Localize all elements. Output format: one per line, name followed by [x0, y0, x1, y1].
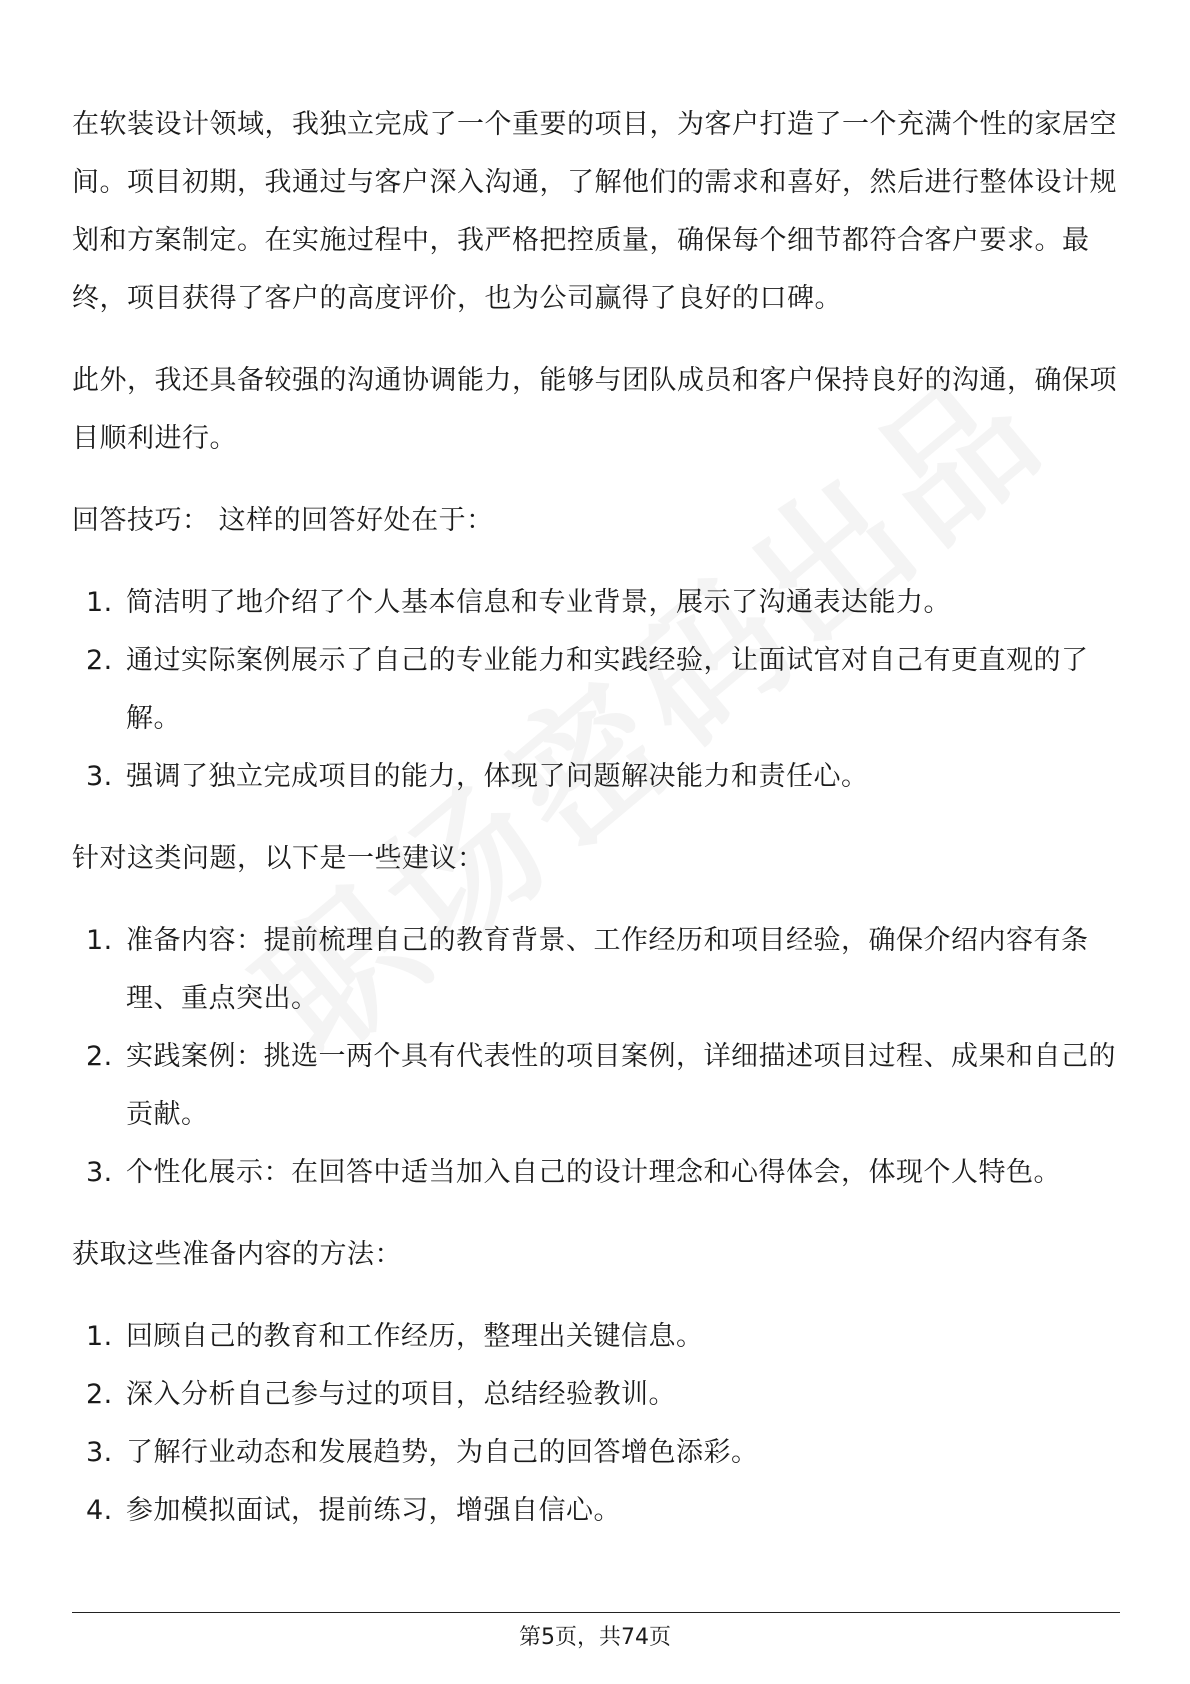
list-item	[72, 748, 1120, 806]
list-number: 3.	[86, 1437, 113, 1468]
list-number: 2.	[86, 1041, 113, 1072]
list-item-text: 了解行业动态和发展趋势，为自己的回答增色添彩。	[126, 1437, 759, 1468]
list-number: 4.	[86, 1495, 113, 1526]
list-item-text: 实践案例：挑选一两个具有代表性的项目案例，详细描述项目过程、成果和自己的贡献。	[126, 1041, 1116, 1130]
document-body	[72, 96, 1120, 1564]
section-heading-methods: 获取这些准备内容的方法：	[72, 1239, 402, 1270]
list-item-text: 准备内容：提前梳理自己的教育背景、工作经历和项目经验，确保介绍内容有条理、重点突出。	[126, 925, 1089, 1014]
tips-list	[72, 574, 1120, 806]
list-item	[72, 574, 1120, 632]
list-item-text: 深入分析自己参与过的项目，总结经验教训。	[126, 1379, 676, 1410]
list-item	[72, 632, 1120, 748]
list-number: 2.	[86, 645, 113, 676]
list-item	[72, 1482, 1120, 1540]
page-number: 第5页，共74页	[519, 1625, 671, 1650]
list-item-text: 通过实际案例展示了自己的专业能力和实践经验，让面试官对自己有更直观的了解。	[126, 645, 1089, 734]
list-item	[72, 912, 1120, 1028]
footer-divider	[72, 1612, 1120, 1613]
list-item-text: 强调了独立完成项目的能力，体现了问题解决能力和责任心。	[126, 761, 869, 792]
list-number: 1.	[86, 925, 113, 956]
list-number: 3.	[86, 1157, 113, 1188]
section-heading-suggestions: 针对这类问题，以下是一些建议：	[72, 843, 485, 874]
list-item	[72, 1028, 1120, 1144]
list-item	[72, 1424, 1120, 1482]
suggestions-list	[72, 912, 1120, 1202]
list-item	[72, 1144, 1120, 1202]
paragraph-communication: 此外，我还具备较强的沟通协调能力，能够与团队成员和客户保持良好的沟通，确保项目顺利进行。	[72, 365, 1117, 454]
list-item-text: 参加模拟面试，提前练习，增强自信心。	[126, 1495, 621, 1526]
list-item	[72, 1308, 1120, 1366]
list-number: 3.	[86, 761, 113, 792]
list-item-text: 简洁明了地介绍了个人基本信息和专业背景，展示了沟通表达能力。	[126, 587, 951, 618]
paragraph-project: 在软装设计领域，我独立完成了一个重要的项目，为客户打造了一个充满个性的家居空间。项目初期，我通过与客户深入沟通，了解他们的需求和喜好，然后进行整体设计规划和方案制定。在实施过程中，我严格把控质量，确保每个细节都符合客户要求。最终，项目获得了客户的高度评价，也为公司赢得了良好的口碑。	[72, 109, 1117, 314]
list-number: 1.	[86, 1321, 113, 1352]
list-number: 2.	[86, 1379, 113, 1410]
methods-list	[72, 1308, 1120, 1540]
list-item-text: 回顾自己的教育和工作经历，整理出关键信息。	[126, 1321, 704, 1352]
list-item-text: 个性化展示：在回答中适当加入自己的设计理念和心得体会，体现个人特色。	[126, 1157, 1061, 1188]
list-item	[72, 1366, 1120, 1424]
section-heading-tips: 回答技巧： 这样的回答好处在于：	[72, 505, 494, 536]
list-number: 1.	[86, 587, 113, 618]
